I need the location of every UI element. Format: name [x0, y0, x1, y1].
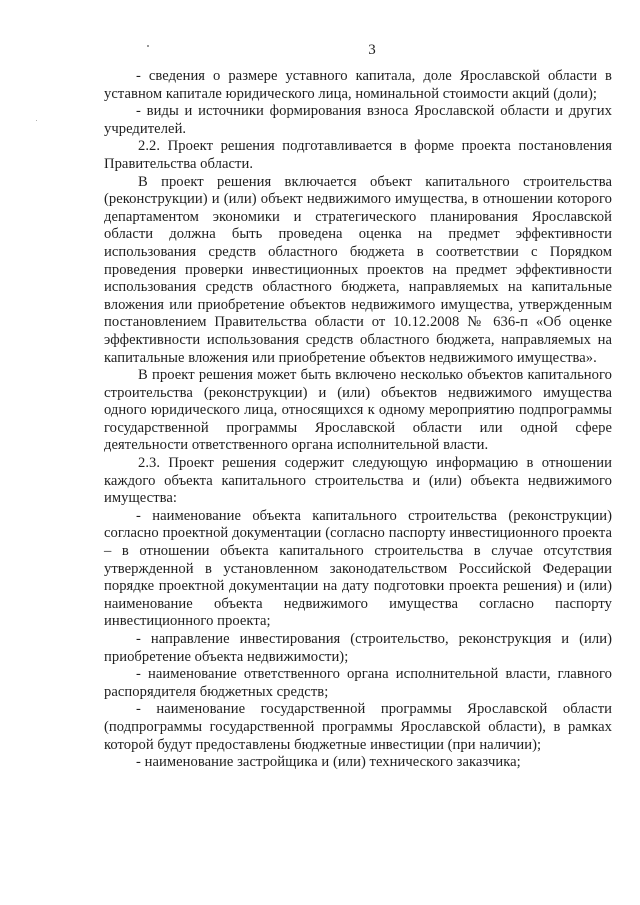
list-item-object-name: - наименование объекта капитального строительства (реконструкции) согласно проектной документации (согласно паспорту инвестиционного проекта – в отношении объекта капитального строительства в случае отсутствия утвержденной в установленном законодательством Российской Федерации порядке проектной документации на дату подготовки проекта решения) и (или) наименование объекта недвижимого имущества согласно паспорту инвестиционного проекта; [104, 507, 612, 630]
document-body [104, 68, 612, 772]
page-number: 3 [368, 42, 376, 58]
list-item-investment-direction: - направление инвестирования (строительство, реконструкция и (или) приобретение объекта недвижимости); [104, 631, 612, 665]
paragraph-project-inclusion: В проект решения включается объект капитального строительства (реконструкции) и (или) объект недвижимого имущества, в отношении которого департаментом экономики и стратегического планирования Ярославской области должна быть проведена оценка на предмет эффективности использования средств областного бюджета в соответствии с Порядком проведения проверки инвестиционных проектов на предмет эффективности использования средств областного бюджета, направляемых на капитальные вложения или приобретение объектов недвижимого имущества, утвержденным постановлением Правительства области от 10.12.2008 № 636-п «Об оценке эффективности использования средств областного бюджета, направляемых на капитальные вложения или приобретение объектов недвижимого имущества». [104, 173, 612, 366]
paragraph-multiple-objects: В проект решения может быть включено несколько объектов капитального строительства (реконструкции) и (или) объектов недвижимого имущества одного юридического лица, относящихся к одному мероприятию подпрограммы государственной программы Ярославской области или одной сфере деятельности ответственного органа исполнительной власти. [104, 367, 612, 454]
paragraph-2-2: 2.2. Проект решения подготавливается в форме проекта постановления Правительства области. [104, 138, 612, 172]
list-item-developer: - наименование застройщика и (или) технического заказчика; [136, 754, 521, 771]
paragraph-charter-capital: - сведения о размере уставного капитала, доле Ярославской области в уставном капитале юридического лица, номинальной стоимости акций (доли); [104, 68, 612, 102]
list-item-responsible-body: - наименование ответственного органа исполнительной власти, главного распорядителя бюджетных средств; [104, 666, 612, 700]
scan-speck [36, 120, 37, 121]
paragraph-2-3: 2.3. Проект решения содержит следующую информацию в отношении каждого объекта капитального строительства и (или) объекта недвижимого имущества: [104, 455, 612, 507]
list-item-state-program: - наименование государственной программы Ярославской области (подпрограммы государственной программы Ярославской области), в рамках которой будут предоставлены бюджетные инвестиции (при наличии); [104, 701, 612, 753]
paragraph-contribution-sources: - виды и источники формирования взноса Ярославской области и других учредителей. [104, 103, 612, 137]
